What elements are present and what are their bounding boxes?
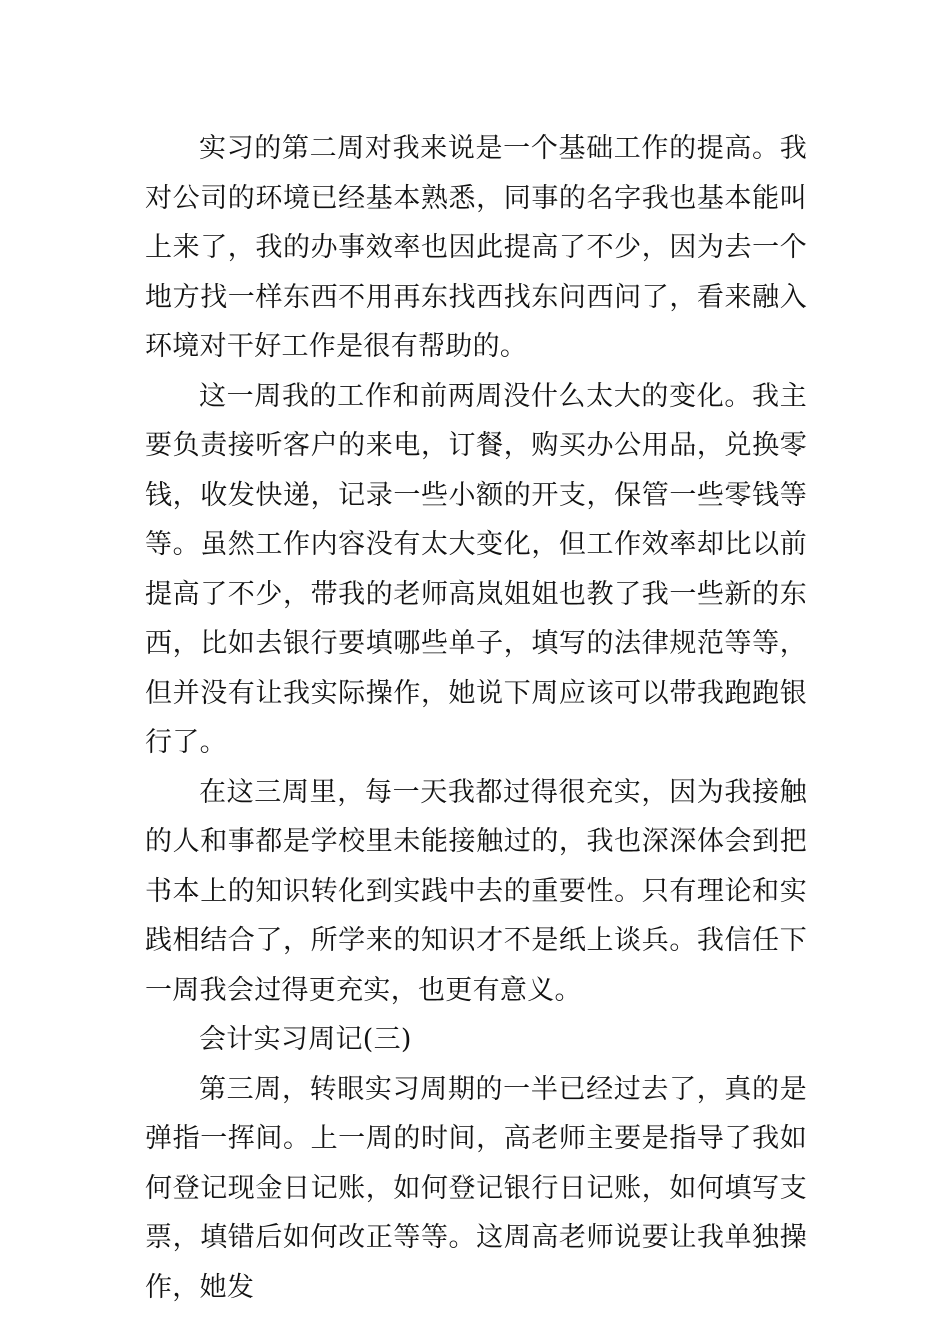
document-body [145,124,807,1312]
paragraph-week-three: 第三周，转眼实习周期的一半已经过去了，真的是弹指一挥间。上一周的时间，高老师主要是指导了我如何登记现金日记账，如何登记银行日记账，如何填写支票，填错后如何改正等等。这周高老师说要让我单独操作，她发 [145,1073,807,1303]
section-heading: 会计实习周记(三) [199,1024,412,1055]
paragraph-week-two-work: 这一周我的工作和前两周没什么太大的变化。我主要负责接听客户的来电，订餐，购买办公用品，兑换零钱，收发快递，记录一些小额的开支，保管一些零钱等等。虽然工作内容没有太大变化，但工作效率却比以前提高了不少，带我的老师高岚姐姐也教了我一些新的东西，比如去银行要填哪些单子，填写的法律规范等等，但并没有让我实际操作，她说下周应该可以带我跑跑银行了。 [145,380,807,758]
paragraph-week-two-intro: 实习的第二周对我来说是一个基础工作的提高。我对公司的环境已经基本熟悉，同事的名字我也基本能叫上来了，我的办事效率也因此提高了不少，因为去一个地方找一样东西不用再东找西找东问西问了，看来融入环境对干好工作是很有帮助的。 [145,133,807,362]
paragraph-week-reflection: 在这三周里，每一天我都过得很充实，因为我接触的人和事都是学校里未能接触过的，我也深深体会到把书本上的知识转化到实践中去的重要性。只有理论和实践相结合了，所学来的知识才不是纸上谈兵。我信任下一周我会过得更充实，也更有意义。 [145,776,807,1006]
